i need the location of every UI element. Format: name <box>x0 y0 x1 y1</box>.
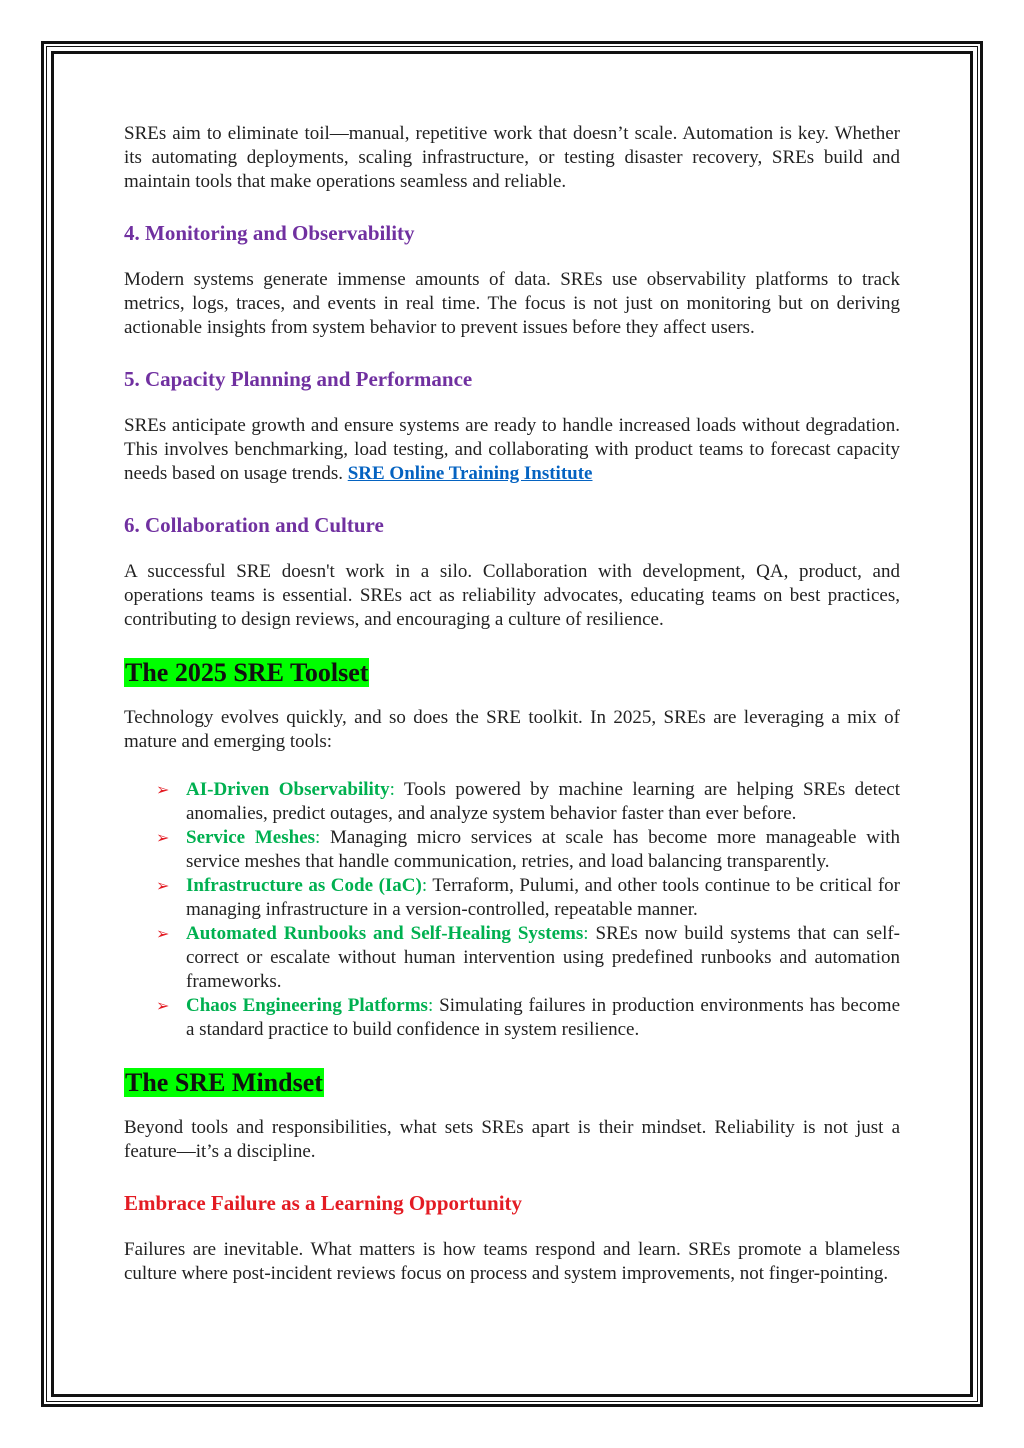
section-body-collaboration: A successful SRE doesn't work in a silo. Collaboration with development, QA, product, and operations teams is essential. SREs act as reliability advocates, educating teams on best practices, contributing to design reviews, and encouraging a culture of resilience. <box>124 561 900 630</box>
tool-description: SREs now build systems that can self-correct or escalate without human intervention using predefined runbooks and automation frameworks. <box>186 923 901 992</box>
arrow-bullet-icon: ➢ <box>156 924 170 943</box>
arrow-bullet-icon: ➢ <box>156 996 170 1015</box>
list-item <box>156 874 900 922</box>
tool-term: Chaos Engineering Platforms <box>186 995 428 1016</box>
tool-description: Simulating failures in production environments has become a standard practice to build confidence in system resilience. <box>186 995 901 1040</box>
mindset-heading <box>124 1066 900 1100</box>
toolset-heading-text: The 2025 SRE Toolset <box>125 658 369 687</box>
tool-separator: : <box>315 827 321 848</box>
section-heading-capacity: 5. Capacity Planning and Performance <box>124 367 473 391</box>
arrow-bullet-icon: ➢ <box>156 780 170 799</box>
tool-description: Tools powered by machine learning are helping SREs detect anomalies, predict outages, and analyze system behavior faster than ever before. <box>186 779 900 824</box>
tool-description: Managing micro services at scale has become more manageable with service meshes that handle communication, retries, and load balancing transparently. <box>186 827 901 872</box>
list-item <box>156 922 901 994</box>
toolset-intro: Technology evolves quickly, and so does the SRE toolkit. In 2025, SREs are leveraging a mix of mature and emerging tools: <box>124 707 900 752</box>
tool-separator: : <box>389 779 395 800</box>
list-item <box>156 994 901 1042</box>
capacity-text: SREs anticipate growth and ensure systems are ready to handle increased loads without degradation. This involves benchmarking, load testing, and collaborating with product teams to forecast capacity needs based on usage trends. <box>124 415 900 484</box>
section-body-monitoring: Modern systems generate immense amounts of data. SREs use observability platforms to track metrics, logs, traces, and events in real time. The focus is not just on monitoring but on deriving actionable insights from system behavior to prevent issues before they affect users. <box>124 269 900 338</box>
toolset-heading <box>124 656 900 690</box>
failure-subheading: Embrace Failure as a Learning Opportunity <box>124 1191 523 1215</box>
tool-term: AI-Driven Observability <box>186 779 390 800</box>
tool-separator: : <box>583 923 589 944</box>
section-body-capacity <box>124 414 900 486</box>
section-heading-monitoring: 4. Monitoring and Observability <box>124 221 415 245</box>
list-item <box>156 778 900 826</box>
section-heading-collaboration: 6. Collaboration and Culture <box>124 513 384 537</box>
list-item <box>156 826 901 874</box>
tool-term: Service Meshes <box>186 827 315 848</box>
toolset-list <box>124 778 900 1042</box>
tool-term: Automated Runbooks and Self-Healing Systems <box>186 923 584 944</box>
document-body <box>124 122 900 1286</box>
mindset-heading-text: The SRE Mindset <box>125 1068 323 1097</box>
tool-separator: : <box>427 995 434 1016</box>
arrow-bullet-icon: ➢ <box>156 828 170 847</box>
tool-term: Infrastructure as Code (IaC) <box>186 875 422 896</box>
failure-body: Failures are inevitable. What matters is how teams respond and learn. SREs promote a blameless culture where post-incident reviews focus on process and system improvements, not finger-pointing. <box>124 1239 900 1284</box>
intro-paragraph: SREs aim to eliminate toil—manual, repetitive work that doesn’t scale. Automation is key. Whether its automating deployments, scaling infrastructure, or testing disaster recovery, SREs build and maintain tools that make operations seamless and reliable. <box>124 123 900 192</box>
tool-description: Terraform, Pulumi, and other tools continue to be critical for managing infrastructure in a version-controlled, repeatable manner. <box>186 875 900 920</box>
mindset-intro: Beyond tools and responsibilities, what sets SREs apart is their mindset. Reliability is not just a feature—it’s a discipline. <box>124 1117 900 1162</box>
training-institute-link[interactable]: SRE Online Training Institute <box>347 463 593 484</box>
arrow-bullet-icon: ➢ <box>156 876 170 895</box>
tool-separator: : <box>421 875 428 896</box>
